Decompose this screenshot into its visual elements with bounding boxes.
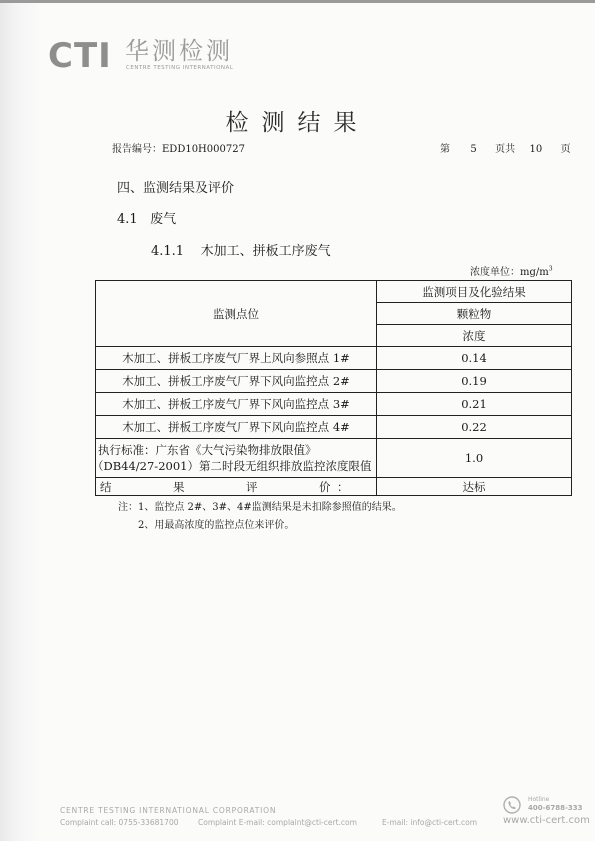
footer-email: E-mail: info@cti-cert.com: [382, 818, 478, 827]
section-heading-4-1-1: 4.1.1 木加工、拼板工序废气: [151, 244, 331, 259]
evaluation-value: 达标: [377, 478, 572, 496]
top-border-line: [0, 0, 595, 3]
row-location: 木加工、拼板工序废气厂界下风向监控点 3#: [96, 393, 377, 416]
evaluation-label: [96, 478, 377, 496]
header-concentration: 浓度: [377, 325, 572, 347]
unit-text: 浓度单位：mg/m: [470, 267, 549, 278]
row-location: 木加工、拼板工序废气厂界下风向监控点 2#: [96, 370, 377, 393]
logo-brand: CTI: [48, 36, 112, 76]
company-logo: [48, 36, 268, 76]
row-location: 木加工、拼板工序废气厂界上风向参照点 1#: [96, 347, 377, 370]
section-heading-4: 四、监测结果及评价: [117, 181, 235, 196]
table-row: [96, 370, 572, 393]
footer-website: www.cti-cert.com: [503, 815, 590, 826]
page-number: [440, 140, 571, 155]
results-table: [92, 280, 572, 496]
logo-cn-name: 华测检测: [125, 37, 233, 65]
table-row: [96, 347, 572, 370]
standard-line-1: 执行标准：广东省《大气污染物排放限值》: [98, 443, 317, 457]
eval-char-1: 结: [100, 479, 112, 494]
footer-complaint-email: Complaint E-mail: complaint@cti-cert.com: [198, 818, 357, 827]
page-total: 10: [529, 144, 543, 155]
page-current: 5: [470, 144, 477, 155]
report-number: 报告编号：EDD10H000727: [112, 144, 245, 155]
note-2: 2、用最高浓度的监控点位来评价。: [138, 520, 295, 531]
row-value: 0.14: [377, 347, 572, 370]
logo-en-name: CENTRE TESTING INTERNATIONAL: [126, 65, 234, 71]
eval-char-2: 果: [173, 479, 185, 494]
header-items: 监测项目及化验结果: [377, 281, 572, 303]
header-location: 监测点位: [96, 281, 377, 347]
note-1: 注：1、监控点 2#、3#、4#监测结果是未扣除参照值的结果。: [118, 502, 402, 513]
footer-company: CENTRE TESTING INTERNATIONAL CORPORATION: [60, 806, 277, 815]
row-value: 0.19: [377, 370, 572, 393]
row-value: 0.21: [377, 393, 572, 416]
standard-cell: [92, 439, 377, 478]
header-pollutant: 颗粒物: [377, 303, 572, 325]
table-row: [96, 393, 572, 416]
eval-colon: ：: [337, 479, 349, 494]
page-title: 检测结果: [225, 110, 370, 136]
eval-char-4: 价: [319, 479, 331, 494]
unit-label: [470, 263, 553, 278]
section-heading-4-1: 4.1 废气: [117, 212, 177, 227]
unit-superscript: 3: [548, 265, 553, 273]
row-location: 木加工、拼板工序废气厂界下风向监控点 4#: [96, 416, 377, 439]
eval-char-3: 评: [246, 479, 258, 494]
page-suffix: 页: [560, 144, 571, 155]
footer-complaint-call: Complaint call: 0755-33681700: [60, 818, 179, 827]
table-row: [96, 416, 572, 439]
standard-line-2: （DB44/27-2001）第二时段无组织排放监控浓度限值: [92, 459, 372, 473]
page-middle: 页共: [495, 144, 516, 155]
hotline-phone-icon: [503, 796, 521, 814]
row-value: 0.22: [377, 416, 572, 439]
standard-value: 1.0: [377, 439, 572, 478]
hotline-label: Hotline: [528, 796, 550, 803]
page-prefix: 第: [440, 144, 450, 155]
hotline-number: 400-6788-333: [528, 804, 583, 812]
